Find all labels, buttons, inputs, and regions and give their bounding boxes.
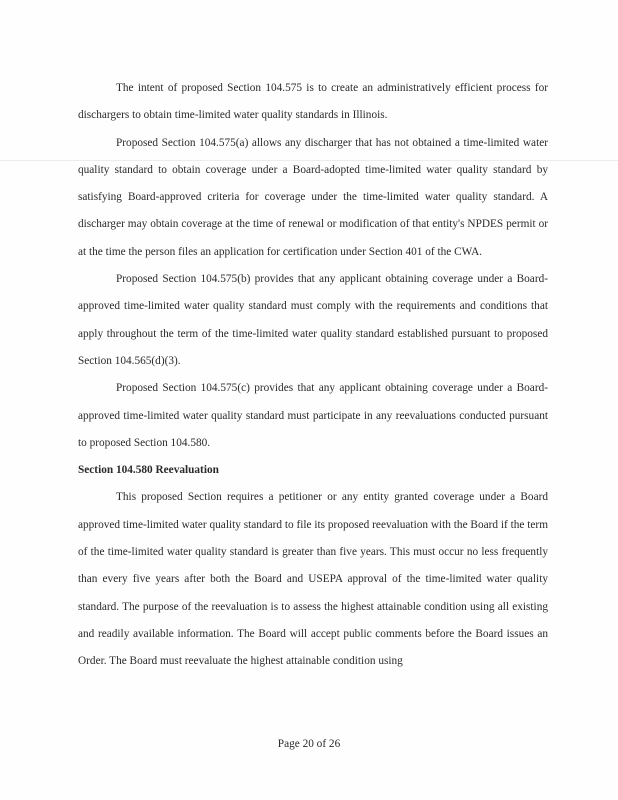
paragraph-reevaluation: This proposed Section requires a petitioner or any entity granted coverage under a Board approved time-limited water quality standard to file its proposed reevaluation with the Board if the term of the time-limited water quality standard is greater than five years. This must occur no less frequently than every five years after both the Board and USEPA approval of the time-limited water quality standard. The purpose of the reevaluation is to assess the highest attainable condition using all existing and readily available information. The Board will accept public comments before the Board issues an Order. The Board must reevaluate the highest attainable condition using xyxy=(78,491,548,668)
paragraph-section-104-575-a: Proposed Section 104.575(a) allows any discharger that has not obtained a time-limited water quality standard to obtain coverage under a Board-adopted time-limited water quality standard by satisfying Board-approved criteria for coverage under the time-limited water quality standard. A discharger may obtain coverage at the time of renewal or modification of that entity's NPDES permit or at the time the person files an application for certification under Section 401 of the CWA. xyxy=(78,136,548,258)
page-number: Page 20 of 26 xyxy=(277,738,341,750)
body-text xyxy=(78,75,548,676)
paragraph-section-104-575-c: Proposed Section 104.575(c) provides that any applicant obtaining coverage under a Board-approved time-limited water quality standard must participate in any reevaluations conducted pursuant to proposed Section 104.580. xyxy=(78,382,548,449)
paragraph-intent: The intent of proposed Section 104.575 is to create an administratively efficient process for dischargers to obtain time-limited water quality standards in Illinois. xyxy=(78,82,548,122)
section-heading: Section 104.580 Reevaluation xyxy=(78,464,219,477)
paragraph-section-104-575-b: Proposed Section 104.575(b) provides that any applicant obtaining coverage under a Board-approved time-limited water quality standard must comply with the requirements and conditions that apply throughout the term of the time-limited water quality standard established pursuant to proposed Section 104.565(d)(3). xyxy=(78,273,548,367)
